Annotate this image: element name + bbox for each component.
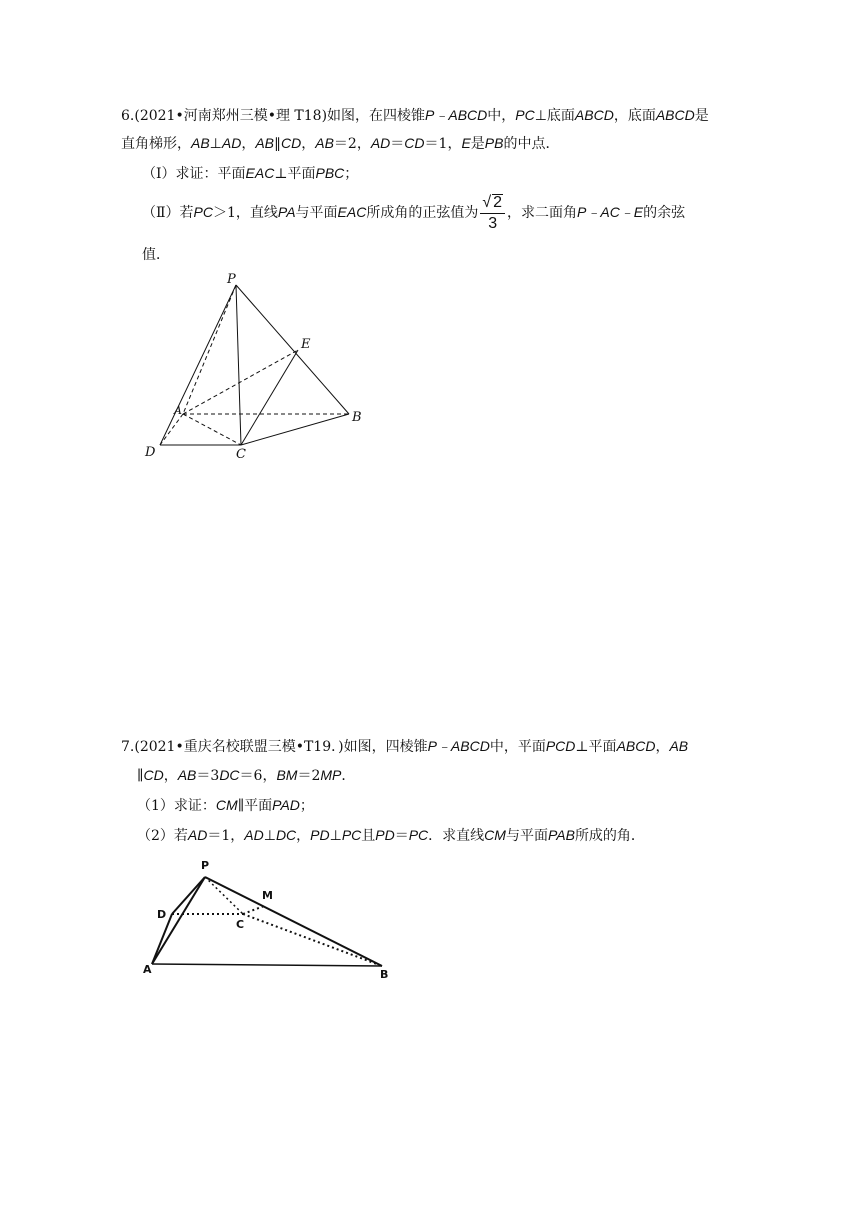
- label-E: E: [301, 337, 311, 352]
- q7-figure: [140, 855, 400, 990]
- edge-AB: [152, 964, 382, 966]
- fraction-sqrt2-over-3: $\frac{√ 2}{3}$: [480, 194, 505, 232]
- edge-CM: [243, 906, 264, 914]
- q7-line2: ∥CD，AB＝3DC＝6，BM＝2MP．: [137, 767, 356, 784]
- q6-line1: 6.(2021•河南郑州三模•理 T18)如图，在四棱锥P﹣ABCD中，PC⊥底面ABCD，底面ABCD是: [121, 107, 709, 124]
- edge-PB: [236, 285, 349, 414]
- label-C: C: [236, 918, 245, 931]
- label-M: M: [262, 889, 273, 902]
- edge-DA: [152, 914, 172, 964]
- q6-figure: [135, 265, 385, 465]
- edge-PD: [160, 285, 236, 445]
- q6-part2: （Ⅱ）若PC＞1，直线PA与平面EAC所成角的正弦值为 $\frac{√ 2}{3}$ ，求二面角P﹣AC﹣E的余弦: [142, 194, 686, 232]
- label-A: A: [143, 963, 152, 976]
- edge-PD: [172, 877, 205, 914]
- edge-AD: [160, 414, 183, 445]
- q6-part2-end: 值．: [142, 247, 170, 263]
- label-B: B: [380, 968, 389, 981]
- edge-PC: [236, 285, 241, 445]
- q6-line2: 直角梯形，AB⊥AD，AB∥CD，AB＝2，AD＝CD＝1，E是PB的中点．: [121, 135, 560, 152]
- q6-part1: （Ⅰ）求证：平面EAC⊥平面PBC；: [142, 165, 359, 182]
- edge-CB: [243, 914, 382, 966]
- label-D: D: [157, 908, 167, 921]
- edge-PA: [183, 285, 236, 414]
- label-D: D: [145, 445, 156, 460]
- label-P: P: [201, 859, 210, 872]
- edge-AC: [183, 414, 241, 445]
- label-B: B: [352, 410, 362, 425]
- label-C: C: [236, 447, 246, 462]
- q7-part1: （1）求证：CM∥平面PAD；: [137, 797, 314, 814]
- edge-PC: [205, 877, 243, 914]
- q7-part2: （2）若AD＝1，AD⊥DC，PD⊥PC且PD＝PC．求直线CM与平面PAB所成的角．: [137, 827, 645, 844]
- edge-PB: [205, 877, 382, 966]
- label-P: P: [227, 272, 236, 287]
- q7-line1: 7.(2021•重庆名校联盟三模•T19．)如图，四棱锥P﹣ABCD中，平面PCD⊥平面ABCD，AB: [121, 738, 689, 755]
- label-A: A: [174, 404, 182, 417]
